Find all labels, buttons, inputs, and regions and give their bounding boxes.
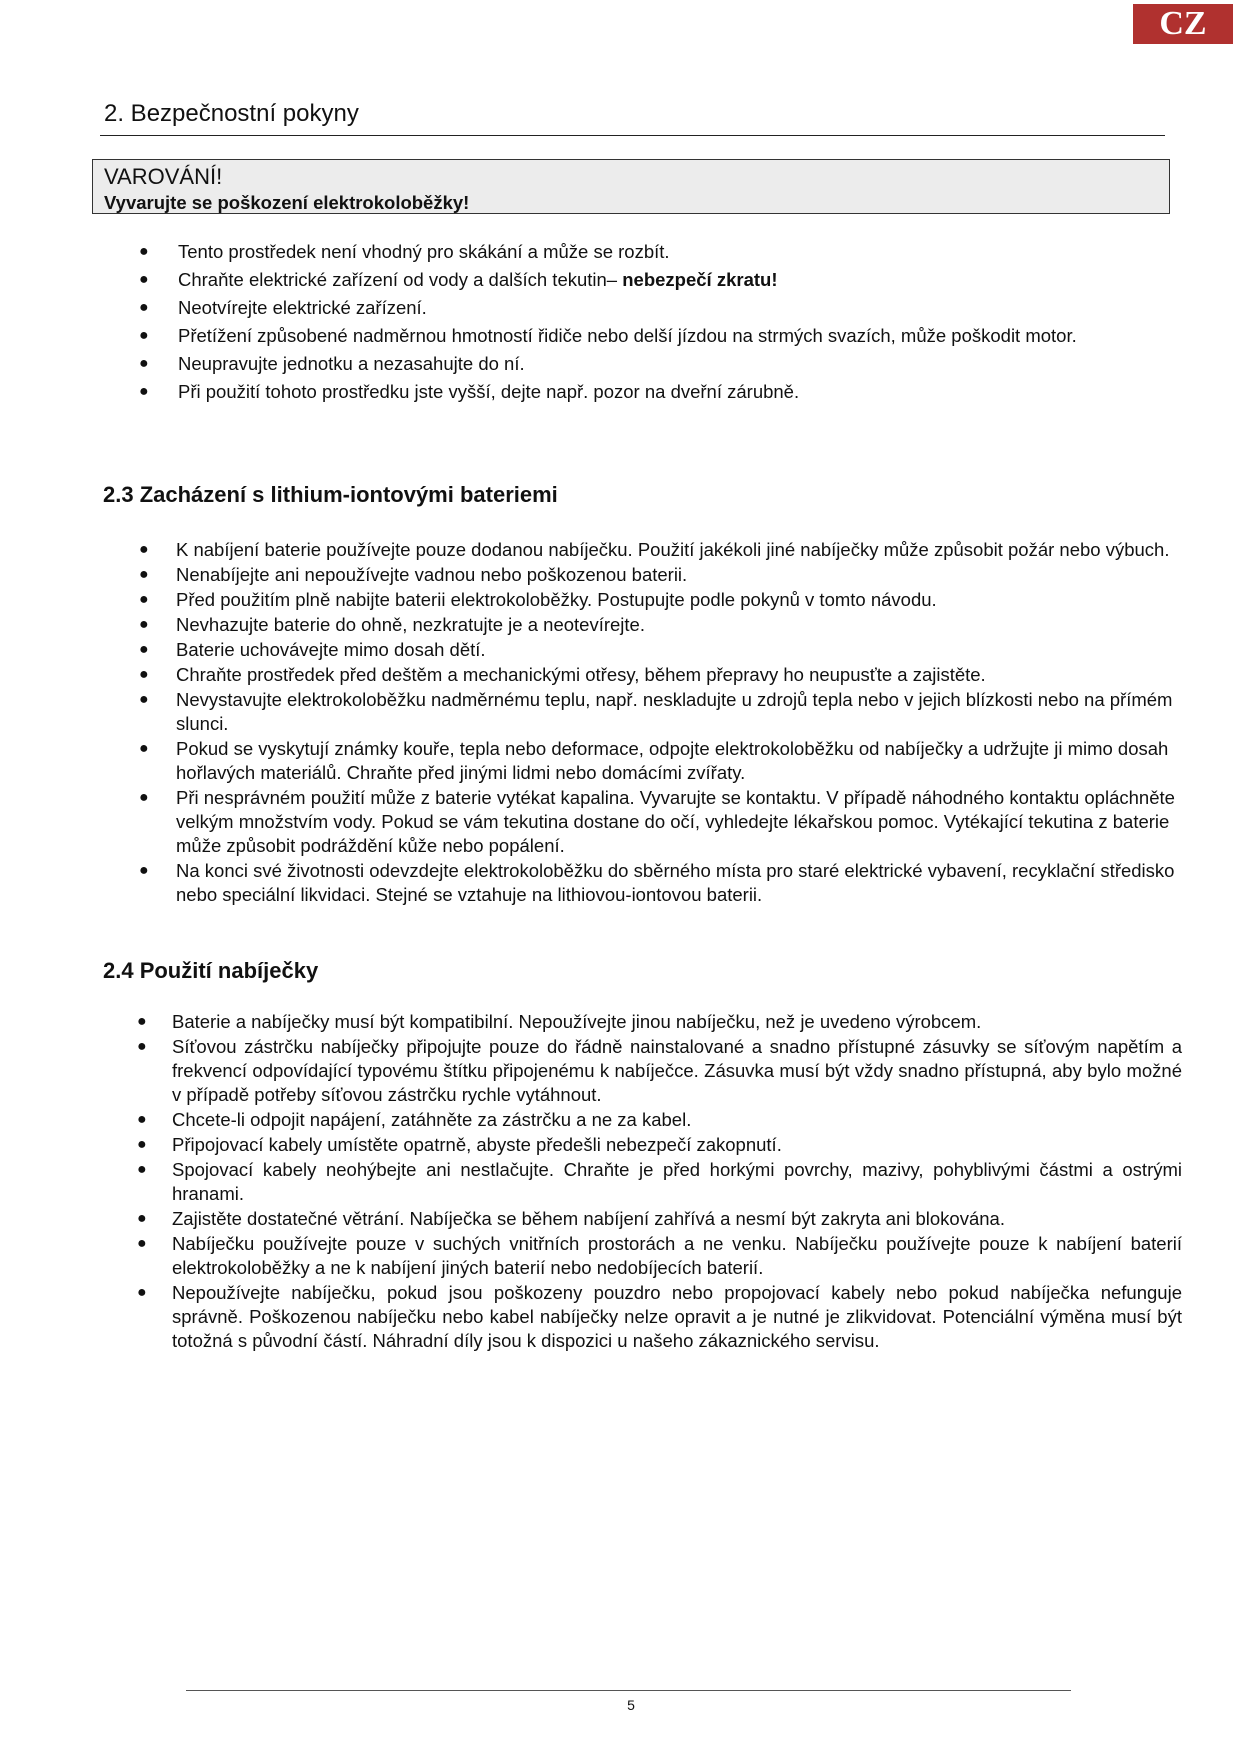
warning-box [92, 159, 1170, 214]
list-item: ● K nabíjení baterie používejte pouze dodanou nabíječku. Použití jakékoli jiné nabíječky může způsobit požár nebo výbuch. [139, 539, 1170, 560]
bullet-icon: ● [139, 641, 149, 658]
language-badge: CZ [1133, 4, 1233, 44]
page-number: 5 [627, 1697, 635, 1713]
list-item: ● Neotvírejte elektrické zařízení. [178, 294, 1138, 321]
bullet-icon: ● [139, 383, 149, 400]
bullet-icon: ● [139, 299, 149, 316]
safety-list [139, 238, 1138, 406]
list-item: ● Neupravujte jednotku a nezasahujte do ní. [178, 350, 1138, 377]
warning-subtitle: Vyvarujte se poškození elektrokoloběžky! [104, 192, 470, 213]
section-title: 2. Bezpečnostní pokyny [104, 100, 359, 127]
list-item: ● Připojovací kabely umístěte opatrně, abyste předešli nebezpečí zakopnutí. [137, 1134, 782, 1155]
bullet-icon: ● [137, 1111, 147, 1128]
warning-title: VAROVÁNÍ! [104, 164, 223, 189]
bullet-icon: ● [139, 691, 149, 708]
bullet-icon: ● [139, 327, 149, 344]
section-2-4-title: 2.4 Použití nabíječky [103, 958, 319, 983]
bullet-icon: ● [137, 1161, 147, 1178]
list-item: ● Tento prostředek není vhodný pro skákání a může se rozbít. [178, 238, 1138, 265]
list-item: ● Nepoužívejte nabíječku, pokud jsou poškozeny pouzdro nebo propojovací kabely nebo pokud nabíječka nefunguje správně. Poškozenou nabíječku nebo kabel nabíječky nelze opravit a je nutné je zlikvidovat. Potenciální výměna musí být totožná s původní částí. Náhradní díly jsou k dispozici u našeho zákaznického servisu. [137, 1282, 1182, 1351]
bullet-icon: ● [137, 1013, 147, 1030]
list-item: ● Nevystavujte elektrokoloběžku nadměrnému teplu, např. neskladujte u zdrojů tepla nebo v jejich blízkosti nebo na přímém slunci. [139, 689, 1173, 734]
list-item: ● Chraňte elektrické zařízení od vody a dalších tekutin– nebezpečí zkratu! [178, 266, 1138, 293]
bullet-icon: ● [137, 1284, 147, 1301]
list-item: ● Při nesprávném použití může z baterie vytékat kapalina. Vyvarujte se kontaktu. V případě náhodného kontaktu opláchněte velkým množstvím vody. Pokud se vám tekutina dostane do očí, vyhledejte lékařskou pomoc. Vytékající tekutina z baterie může způsobit podráždění kůže nebo popálení. [139, 787, 1175, 856]
section-2-3-title: 2.3 Zacházení s lithium-iontovými bateriemi [103, 482, 558, 507]
bullet-icon: ● [137, 1136, 147, 1153]
list-item: ● Chcete-li odpojit napájení, zatáhněte za zástrčku a ne za kabel. [137, 1109, 692, 1130]
list-item: ● Spojovací kabely neohýbejte ani nestlačujte. Chraňte je před horkými povrchy, mazivy, pohyblivými částmi a ostrými hranami. [137, 1159, 1182, 1204]
list-item: ● Před použitím plně nabijte baterii elektrokoloběžky. Postupujte podle pokynů v tomto návodu. [139, 589, 937, 610]
list-item: ● Nabíječku používejte pouze v suchých vnitřních prostorách a ne venku. Nabíječku používejte pouze k nabíjení baterií elektrokoloběžky a ne k nabíjení jiných baterií nebo nedobíjecích baterií. [137, 1233, 1182, 1278]
list-item: ● Baterie a nabíječky musí být kompatibilní. Nepoužívejte jinou nabíječku, než je uvedeno výrobcem. [137, 1011, 982, 1032]
list-item: ● Síťovou zástrčku nabíječky připojujte pouze do řádně nainstalované a snadno přístupné zásuvky se síťovým napětím a frekvencí odpovídající typovému štítku připojenému k nabíječce. Zásuvka musí být vždy snadno přístupná, aby bylo možné v případě potřeby síťovou zástrčku rychle vytáhnout. [137, 1036, 1182, 1105]
section-title-rule [100, 135, 1165, 136]
list-item: ● Chraňte prostředek před deštěm a mechanickými otřesy, během přepravy ho neupusťte a zajistěte. [139, 664, 986, 685]
footer-rule [186, 1690, 1071, 1691]
battery-list [139, 538, 1176, 908]
list-item: ● Nenabíjejte ani nepoužívejte vadnou nebo poškozenou baterii. [139, 564, 688, 585]
bullet-icon: ● [139, 740, 149, 757]
bullet-icon: ● [139, 566, 149, 583]
list-item: ● Přetížení způsobené nadměrnou hmotností řidiče nebo delší jízdou na strmých svazích, může poškodit motor. [178, 322, 1138, 349]
list-item: ● Pokud se vyskytují známky kouře, tepla nebo deformace, odpojte elektrokoloběžku od nabíječky a udržujte ji mimo dosah hořlavých materiálů. Chraňte před jinými lidmi nebo domácími zvířaty. [139, 738, 1169, 783]
bullet-icon: ● [139, 271, 149, 288]
list-item: ● Baterie uchovávejte mimo dosah dětí. [139, 639, 486, 660]
bullet-icon: ● [139, 355, 149, 372]
bullet-icon: ● [139, 243, 149, 260]
list-item: ● Při použití tohoto prostředku jste vyšší, dejte např. pozor na dveřní zárubně. [178, 378, 1138, 405]
bullet-icon: ● [139, 862, 149, 879]
bullet-icon: ● [137, 1235, 147, 1252]
bullet-icon: ● [139, 541, 149, 558]
list-item: ● Zajistěte dostatečné větrání. Nabíječka se během nabíjení zahřívá a nesmí být zakryta ani blokována. [137, 1208, 1005, 1229]
bullet-icon: ● [139, 666, 149, 683]
list-item: ● Nevhazujte baterie do ohně, nezkratujte je a neotevírejte. [139, 614, 645, 635]
emphasis-text: nebezpečí zkratu! [622, 269, 778, 290]
bullet-icon: ● [139, 591, 149, 608]
bullet-icon: ● [139, 616, 149, 633]
bullet-icon: ● [139, 789, 149, 806]
charger-list [137, 1010, 1182, 1354]
bullet-icon: ● [137, 1038, 147, 1055]
list-item: ● Na konci své životnosti odevzdejte elektrokoloběžku do sběrného místa pro staré elektrické vybavení, recyklační středisko nebo speciální likvidaci. Stejné se vztahuje na lithiovou-iontovou baterii. [139, 860, 1175, 905]
bullet-icon: ● [137, 1210, 147, 1227]
